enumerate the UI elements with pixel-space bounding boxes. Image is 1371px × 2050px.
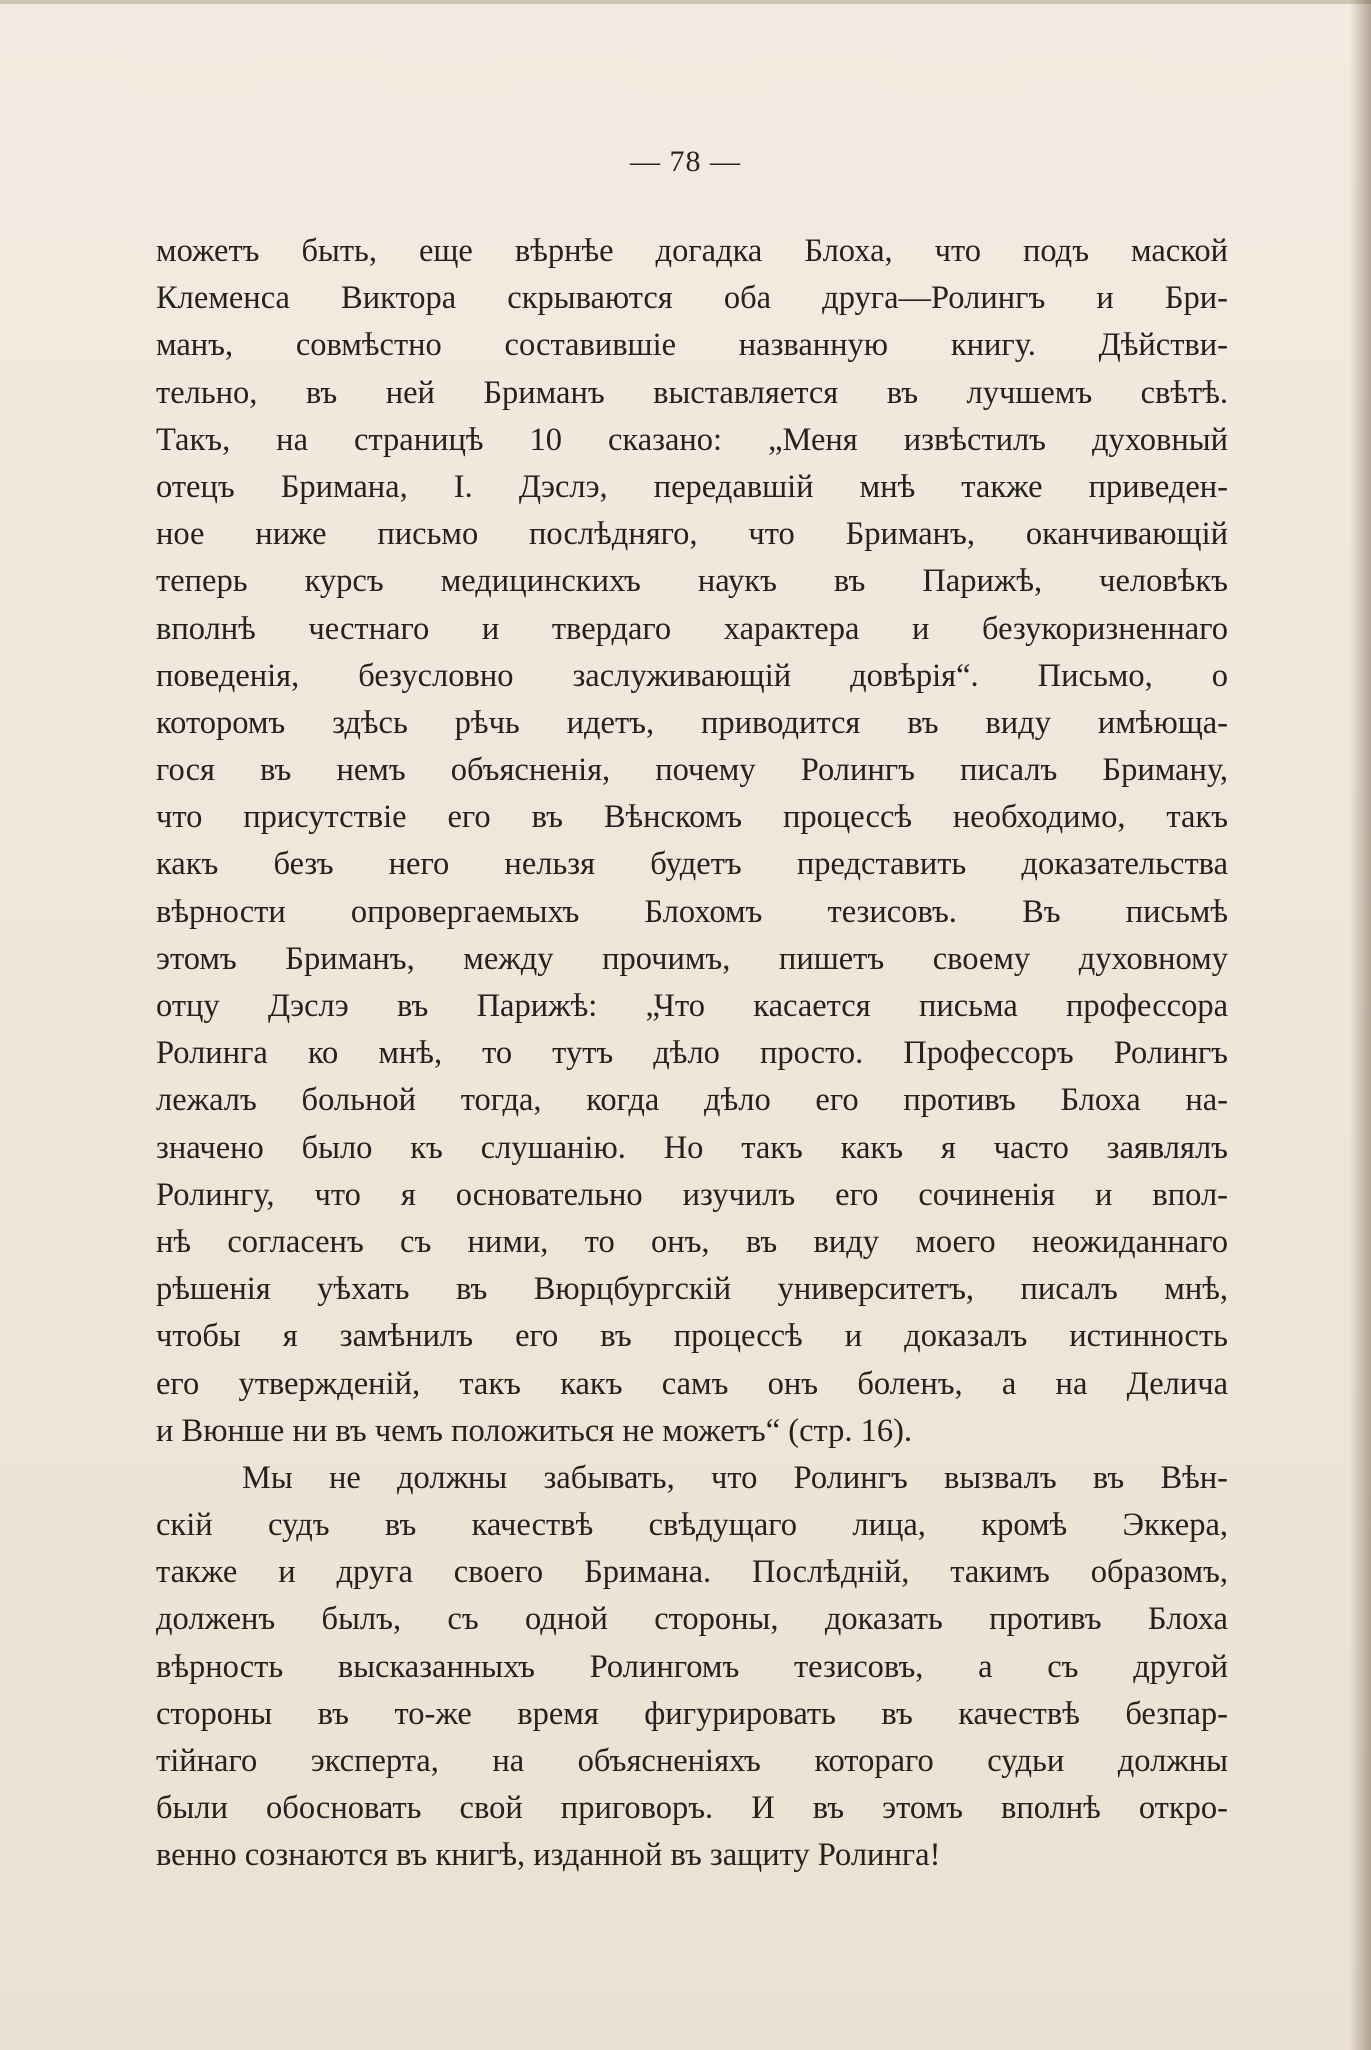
text-line: вѣрность высказанныхъ Ролингомъ тезисовъ, а съ другой	[156, 1648, 1228, 1685]
text-line: этомъ Бриманъ, между прочимъ, пишетъ своему духовному	[156, 940, 1228, 977]
text-line: поведенія, безусловно заслуживающій довѣрія“. Письмо, о	[156, 657, 1228, 694]
text-line: вполнѣ честнаго и твердаго характера и безукоризненнаго	[156, 610, 1228, 647]
text-line: Такъ, на страницѣ 10 сказано: „Меня извѣстилъ духовный	[156, 421, 1228, 458]
text-line: манъ, совмѣстно составившіе названную книгу. Дѣйстви-	[156, 327, 1228, 364]
text-line: гося въ немъ объясненія, почему Ролингъ писалъ Бриману,	[156, 752, 1228, 789]
text-line: отцу Дэслэ въ Парижѣ: „Что касается письма профессора	[156, 988, 1228, 1024]
text-line: что присутствіе его въ Вѣнскомъ процессѣ необходимо, такъ	[156, 799, 1228, 836]
text-line: нѣ согласенъ съ ними, то онъ, въ виду моего неожиданнаго	[156, 1223, 1228, 1260]
text-line: ное ниже письмо послѣдняго, что Бриманъ, оканчивающій	[156, 516, 1228, 553]
text-line: чтобы я замѣнилъ его въ процессѣ и доказалъ истинность	[156, 1318, 1228, 1355]
text-line: Ролинга ко мнѣ, то тутъ дѣло просто. Профессоръ Ролингъ	[156, 1035, 1228, 1072]
text-line: тійнаго эксперта, на объясненіяхъ котораго судьи должны	[156, 1743, 1228, 1779]
text-line: какъ безъ него нельзя будетъ представить доказательства	[156, 846, 1228, 883]
text-line: лежалъ больной тогда, когда дѣло его противъ Блоха на-	[156, 1082, 1228, 1119]
text-line: рѣшенія уѣхать въ Вюрцбургскій университетъ, писалъ мнѣ,	[156, 1271, 1228, 1308]
body-text	[156, 228, 1228, 1880]
text-line: отецъ Бримана, I. Дэслэ, передавшій мнѣ также приведен-	[156, 468, 1228, 505]
text-line: которомъ здѣсь рѣчь идетъ, приводится въ виду имѣюща-	[156, 704, 1228, 741]
text-line: теперь курсъ медицинскихъ наукъ въ Парижѣ, человѣкъ	[156, 563, 1228, 600]
text-line: его утвержденій, такъ какъ самъ онъ боленъ, а на Делича	[156, 1365, 1228, 1402]
text-line: Ролингу, что я основательно изучилъ его сочиненія и впол-	[156, 1176, 1228, 1213]
text-line: значено было къ слушанію. Но такъ какъ я часто заявлялъ	[156, 1129, 1228, 1166]
page-top-edge	[0, 0, 1371, 4]
page-number: — 78 —	[630, 145, 741, 178]
text-line: были обосновать свой приговоръ. И въ этомъ вполнѣ откро-	[156, 1790, 1228, 1827]
text-line: также и друга своего Бримана. Послѣдній, такимъ образомъ,	[156, 1554, 1228, 1591]
paragraph-last-line: и Вюнше ни въ чемъ положиться не можетъ“ (стр. 16).	[156, 1412, 913, 1449]
text-line: долженъ былъ, съ одной стороны, доказать противъ Блоха	[156, 1601, 1228, 1638]
text-line: вѣрности опровергаемыхъ Блохомъ тезисовъ. Въ письмѣ	[156, 893, 1228, 930]
paragraph-last-line: венно сознаются въ книгѣ, изданной въ защиту Ролинга!	[156, 1837, 941, 1874]
text-line: тельно, въ ней Бриманъ выставляется въ лучшемъ свѣтѣ.	[156, 374, 1228, 411]
text-line: стороны въ то-же время фигурировать въ качествѣ безпар-	[156, 1695, 1228, 1732]
paragraph-first-line: Мы не должны забывать, что Ролингъ вызвалъ въ Вѣн-	[242, 1459, 1228, 1496]
text-line: можетъ быть, еще вѣрнѣе догадка Блоха, что подъ маской	[156, 233, 1228, 269]
text-line: Клеменса Виктора скрываются оба друга—Ролингъ и Бри-	[156, 280, 1228, 317]
text-line: скій судъ въ качествѣ свѣдущаго лица, кромѣ Эккера,	[156, 1507, 1228, 1544]
page-right-shadow	[1349, 0, 1371, 2050]
